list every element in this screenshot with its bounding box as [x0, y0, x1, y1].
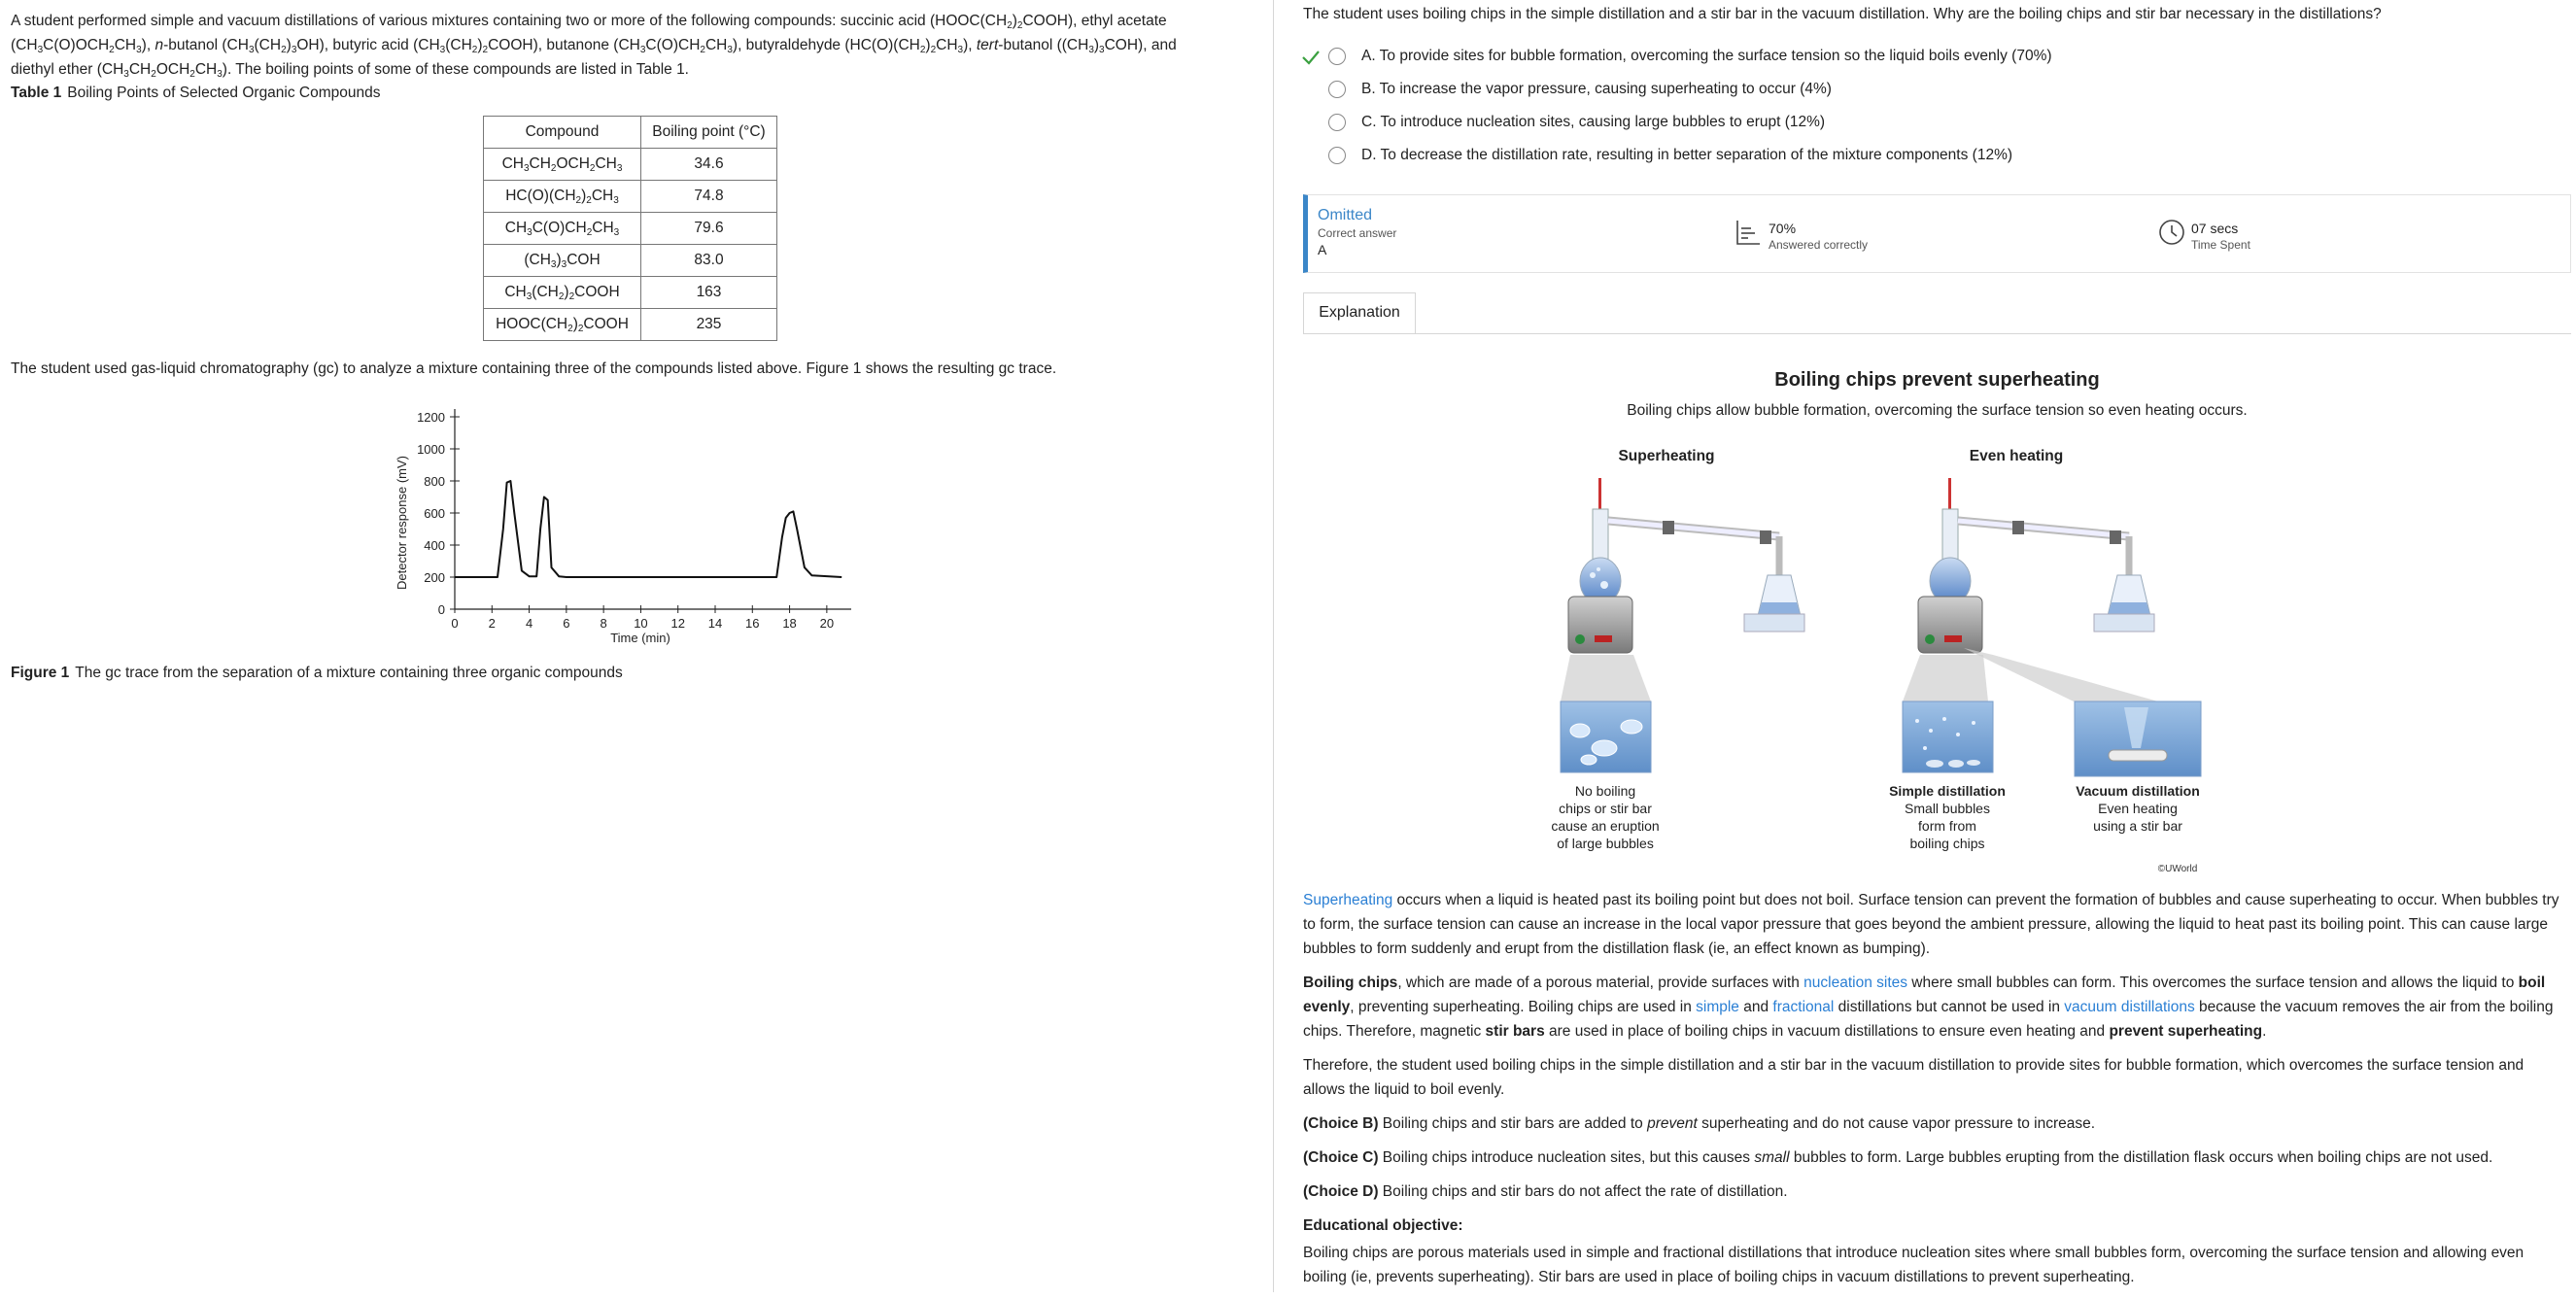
omitted-label: Omitted	[1318, 207, 1373, 223]
zoom-cone-2	[1903, 655, 1988, 701]
check-icon	[1301, 48, 1321, 67]
choice-a[interactable]	[1303, 47, 2178, 76]
choice-b-text: B. To increase the vapor pressure, causing superheating to occur (4%)	[1361, 81, 1832, 97]
y-tick-label: 1000	[417, 442, 445, 457]
svg-text:using a stir bar: using a stir bar	[2093, 818, 2182, 834]
table-row	[484, 277, 777, 309]
y-tick-label: 800	[424, 474, 445, 489]
boiling-point-table	[483, 116, 777, 341]
table-header-row	[484, 117, 777, 149]
bp-cell: 163	[641, 277, 777, 309]
gc-intro: The student used gas-liquid chromatography (gc) to analyze a mixture containing three of the compounds listed above. Figure 1 shows the resulting gc trace.	[11, 360, 1057, 377]
percent-value: 70%	[1769, 221, 1797, 236]
apparatus-superheating	[1568, 478, 1804, 653]
educational-objective-text: Boiling chips are porous materials used in simple and fractional distillations that introduce nucleation sites where small bubbles form, overcoming the surface tension and allowing even boiling (ie, prevents superheating). Stir bars are used in place of boiling chips in vacuum distillations to prevent superheating.	[1303, 1245, 2524, 1285]
radio-d[interactable]	[1328, 147, 1346, 164]
table-caption: Table 1 Boiling Points of Selected Organic Compounds	[11, 85, 381, 101]
link-vacuum-distillations[interactable]: vacuum distillations	[2064, 999, 2195, 1015]
bp-cell: 79.6	[641, 213, 777, 245]
caption-vacuum-distillation	[2076, 783, 2200, 834]
bar-chart-icon	[1735, 219, 1761, 246]
gc-trace-chart	[389, 396, 875, 651]
y-tick-label: 200	[424, 570, 445, 585]
link-simple[interactable]: simple	[1696, 999, 1739, 1015]
x-tick-label: 12	[670, 616, 685, 631]
answer-status	[1318, 207, 1396, 257]
choice-c[interactable]	[1303, 113, 2178, 142]
svg-text:No boiling: No boiling	[1574, 783, 1636, 799]
expl-choice-d: (Choice D) Boiling chips and stir bars do not affect the rate of distillation.	[1303, 1183, 1788, 1200]
link-superheating[interactable]: Superheating	[1303, 892, 1393, 908]
bp-cell: 74.8	[641, 181, 777, 213]
label-superheating: Superheating	[1618, 448, 1715, 464]
tab-explanation[interactable]: Explanation	[1303, 292, 1416, 333]
y-tick-label: 0	[437, 602, 445, 617]
answer-explanation-pane	[1303, 0, 2571, 1292]
table-row	[484, 309, 777, 341]
y-tick-label: 1200	[417, 410, 445, 425]
zoom-large-bubbles	[1561, 701, 1651, 772]
bp-cell: 83.0	[641, 245, 777, 277]
x-tick-label: 10	[634, 616, 648, 631]
expl-choice-b: (Choice B) Boiling chips and stir bars are added to prevent superheating and do not cause vapor pressure to increase.	[1303, 1115, 2096, 1132]
table-row	[484, 245, 777, 277]
svg-text:Small bubbles: Small bubbles	[1905, 801, 1990, 816]
time-value: 07 secs	[2191, 221, 2239, 236]
expl-paragraph-1: Superheating occurs when a liquid is heated past its boiling point but does not boil. Surface tension can prevent the formation of bubbles and cause superheating to occur. When bubbles try to form, the surface tension can cause an increase in the local vapor pressure that goes beyond the ambient pressure, allowing the liquid to heat past its boiling point. This can cause large bubbles to form suddenly and erupt from the distillation flask (ie, an effect known as bumping).	[1303, 892, 2559, 957]
bp-cell: 235	[641, 309, 777, 341]
caption-simple-distillation	[1889, 783, 2006, 851]
svg-text:Even heating: Even heating	[2098, 801, 2178, 816]
figure-caption: Figure 1 The gc trace from the separation of a mixture containing three organic compounds	[11, 665, 623, 681]
radio-b[interactable]	[1328, 81, 1346, 98]
table-row	[484, 181, 777, 213]
choice-a-text: A. To provide sites for bubble formation, overcoming the surface tension so the liquid boils evenly (70%)	[1361, 48, 2052, 64]
bp-cell: 34.6	[641, 149, 777, 181]
time-label: Time Spent	[2191, 238, 2250, 252]
result-status-bar	[1303, 194, 2571, 273]
compound-cell: $(CH_3)_3COH$	[484, 245, 641, 277]
correct-answer-label: Correct answer	[1318, 226, 1397, 240]
svg-text:Vacuum distillation: Vacuum distillation	[2076, 783, 2200, 799]
choice-c-text: C. To introduce nucleation sites, causing large bubbles to erupt (12%)	[1361, 114, 1826, 130]
caption-no-chips	[1551, 783, 1659, 851]
table-row	[484, 149, 777, 181]
tab-underline	[1303, 333, 2571, 334]
expl-paragraph-3: Therefore, the student used boiling chips in the simple distillation and a stir bar in the vacuum distillation to provide sites for bubble formation, which overcomes the surface tension and allows the liquid to boil evenly.	[1303, 1057, 2524, 1098]
choice-b[interactable]	[1303, 80, 2178, 109]
stem-intro: A student performed simple and vacuum distillations of various mixtures containing two or more of the following compounds: succinic acid $(HOOC(CH_2)_2COOH)$, ethyl acetate $(CH_3C(O)OCH_2CH_3)$, n-butanol $(CH_3(CH_2)_3OH)$, butyric acid $(CH_3(CH_2)_2COOH)$, butanone $(CH_3C(O)CH_2CH_3)$, butyraldehyde $(HC(O)(CH_2)_2CH_3)$, tert-butanol $((CH_3)_3COH)$, and diethyl ether $(CH_3CH_2OCH_2CH_3)$. The boiling points of some of these compounds are listed in Table 1.	[11, 13, 1177, 80]
zoom-cone-1	[1561, 655, 1651, 701]
expl-paragraph-2: Boiling chips, which are made of a porous material, provide surfaces with nucleation sites where small bubbles can form. This overcomes the surface tension and allows the liquid to boil evenly, preventing superheating. Boiling chips are used in simple and fractional distillations but cannot be used in vacuum distillations because the vacuum removes the air from the boiling chips. Therefore, magnetic stir bars are used in place of boiling chips in vacuum distillations to ensure even heating and prevent superheating.	[1303, 974, 2554, 1040]
y-tick-label: 400	[424, 538, 445, 553]
x-tick-label: 8	[600, 616, 607, 631]
apparatus-even-heating	[1918, 478, 2154, 653]
choice-d[interactable]	[1303, 146, 2178, 175]
table-header-bp: Boiling point (°C)	[641, 117, 777, 149]
svg-text:Simple distillation: Simple distillation	[1889, 783, 2006, 799]
table-header-compound: Compound	[484, 117, 641, 149]
compound-cell: $CH_3C(O)CH_2CH_3$	[484, 213, 641, 245]
x-tick-label: 16	[745, 616, 760, 631]
figure-subtitle: Boiling chips allow bubble formation, overcoming the surface tension so even heating occurs.	[1627, 402, 2248, 419]
explanation-text	[1303, 888, 2568, 1299]
radio-c[interactable]	[1328, 114, 1346, 131]
x-tick-label: 20	[819, 616, 835, 631]
choice-d-text: D. To decrease the distillation rate, resulting in better separation of the mixture components (12%)	[1361, 147, 2013, 163]
question-stem-pane	[0, 0, 1273, 1292]
pane-divider[interactable]	[1273, 0, 1274, 1292]
y-tick-label: 600	[424, 506, 445, 521]
clock-icon	[2158, 219, 2185, 246]
compound-cell: $HC(O)(CH_2)_2CH_3$	[484, 181, 641, 213]
y-axis-label: Detector response (mV)	[395, 456, 409, 590]
x-tick-label: 18	[782, 616, 797, 631]
x-tick-label: 4	[525, 616, 533, 631]
expl-choice-c: (Choice C) Boiling chips introduce nucleation sites, but this causes small bubbles to form. Large bubbles erupting from the distillation flask occurs when boiling chips are not used.	[1303, 1149, 2493, 1166]
x-axis-label: Time (min)	[610, 631, 670, 645]
label-even-heating: Even heating	[1969, 448, 2064, 464]
x-tick-label: 14	[707, 616, 723, 631]
svg-text:form from: form from	[1918, 818, 1976, 834]
zoom-cone-3	[1964, 648, 2158, 701]
link-nucleation-sites[interactable]: nucleation sites	[1803, 974, 1907, 991]
percent-label: Answered correctly	[1769, 238, 1869, 252]
stir-bar	[2109, 750, 2167, 761]
gc-trace-line	[455, 481, 841, 577]
compound-cell: $CH_3CH_2OCH_2CH_3$	[484, 149, 641, 181]
educational-objective-title: Educational objective:	[1303, 1217, 1463, 1234]
svg-text:boiling chips: boiling chips	[1909, 836, 1985, 851]
distillation-figure	[1551, 439, 2275, 886]
svg-text:cause an eruption: cause an eruption	[1551, 818, 1660, 834]
x-tick-label: 2	[488, 616, 496, 631]
compound-cell: $CH_3(CH_2)_2COOH$	[484, 277, 641, 309]
x-tick-label: 0	[451, 616, 459, 631]
link-fractional[interactable]: fractional	[1772, 999, 1835, 1015]
copyright: ©UWorld	[2157, 864, 2198, 874]
correct-answer-value: A	[1318, 242, 1327, 257]
compound-cell: $HOOC(CH_2)_2COOH$	[484, 309, 641, 341]
table-row	[484, 213, 777, 245]
svg-text:chips or stir bar: chips or stir bar	[1559, 801, 1652, 816]
x-tick-label: 6	[563, 616, 570, 631]
figure-title: Boiling chips prevent superheating	[1774, 369, 2100, 391]
radio-a[interactable]	[1328, 48, 1346, 65]
svg-text:of large bubbles: of large bubbles	[1557, 836, 1654, 851]
question-text: The student uses boiling chips in the simple distillation and a stir bar in the vacuum distillation. Why are the boiling chips and stir bar necessary in the distillations?	[1303, 6, 2382, 22]
